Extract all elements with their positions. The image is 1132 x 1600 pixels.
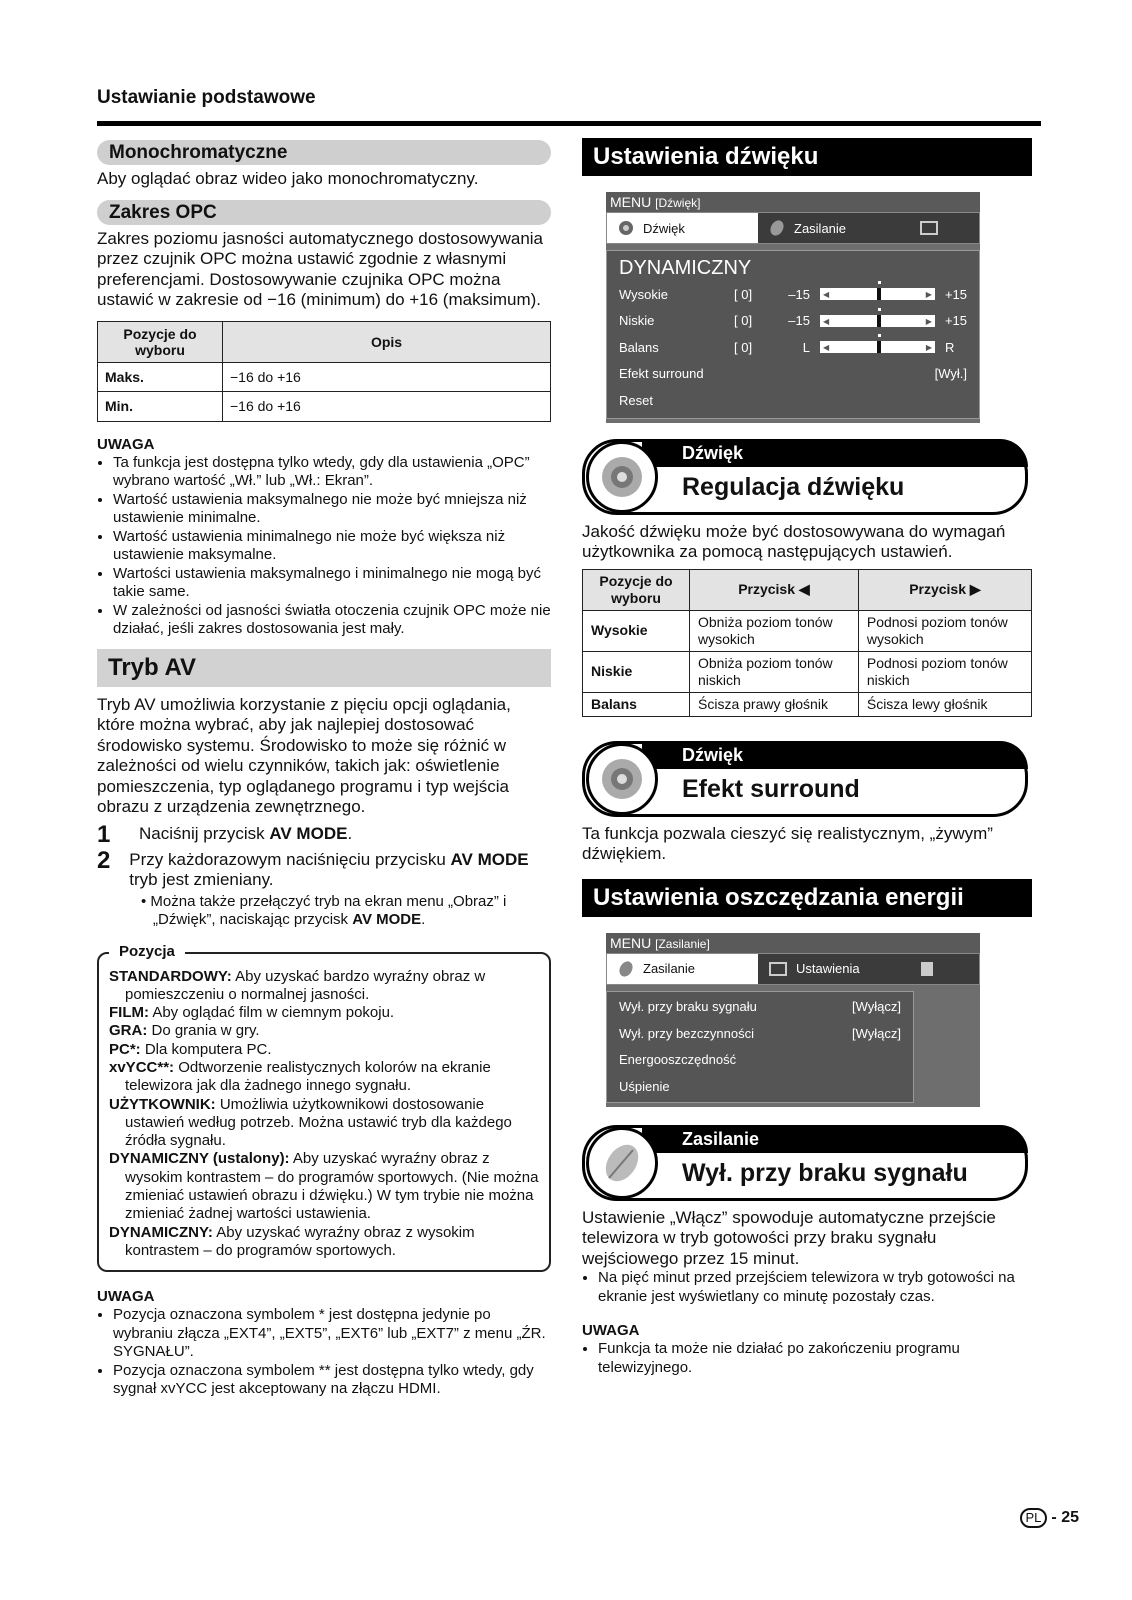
page-number-text: - 25 xyxy=(1051,1509,1079,1526)
opc-col2: Opis xyxy=(223,321,551,362)
col-header: Przycisk ◀ xyxy=(690,569,859,610)
tab-header-regulacja xyxy=(582,439,1032,514)
language-badge: PL xyxy=(1020,1508,1048,1528)
step-2 xyxy=(97,846,551,891)
step-subnote: • Można także przełączyć tryb na ekran menu „Obraz” i „Dźwięk”, naciskając przycisk AV MODE. xyxy=(141,892,507,928)
tab-small-label: Dźwięk xyxy=(642,741,1028,769)
col-header: Przycisk ▶ xyxy=(858,569,1031,610)
pozycja-item: GRA: Do grania w gry. xyxy=(109,1022,260,1040)
list-item: • Wartość ustawienia maksymalnego nie może być mniejsza niż ustawienie minimalne. xyxy=(113,491,551,528)
menu-tab-setup[interactable] xyxy=(909,213,979,243)
table-row: Niskie Obniża poziom tonów niskich Podnosi poziom tonów niskich xyxy=(583,651,1032,692)
menu-tab-power[interactable]: Zasilanie xyxy=(758,213,909,243)
pozycja-item: PC*: Dla komputera PC. xyxy=(109,1040,272,1058)
tab-small-label: Zasilanie xyxy=(642,1125,1028,1153)
leaf-icon xyxy=(586,1127,658,1199)
menu-tab-options[interactable] xyxy=(909,954,979,984)
pozycja-item: FILM: Aby oglądać film w ciemnym pokoju. xyxy=(109,1004,395,1022)
list-item: • Wartości ustawienia maksymalnego i minimalnego nie mogą być takie same. xyxy=(113,565,551,602)
list-item: • Na pięć minut przed przejściem telewizora w tryb gotowości na ekranie jest wyświetlany co minutę pozostały czas. xyxy=(598,1269,1032,1306)
menu-tab-setup[interactable]: Ustawienia xyxy=(758,954,909,984)
regulacja-text: Jakość dźwięku może być dostosowywana do wymagań użytkownika za pomocą następujących ustawień. xyxy=(582,521,1006,561)
list-item: • W zależności od jasności światła otoczenia czujnik OPC może nie działać, jeśli zakres dostosowania jest mały. xyxy=(113,602,551,639)
pozycja-label: Pozycja xyxy=(109,943,185,961)
table-row xyxy=(98,392,551,422)
table-row xyxy=(98,362,551,392)
menu-tabs xyxy=(606,212,980,244)
list-item: • Pozycja oznaczona symbolem * jest dostępna jedynie po wybraniu złącza „EXT4”, „EXT5”, „EXT6” lub „EXT7” z menu „ŹR. SYGNAŁU”. xyxy=(113,1306,551,1362)
tab-header-wyl xyxy=(582,1125,1032,1200)
sound-table xyxy=(582,569,1032,717)
menu-tabs xyxy=(606,953,980,985)
menu-row[interactable]: Wył. przy bezczynności [Wyłącz] xyxy=(619,1025,901,1041)
step-number: 2 xyxy=(97,846,111,874)
tab-small-label: Dźwięk xyxy=(642,439,1028,467)
pozycja-item: STANDARDOWY: Aby uzyskać bardzo wyraźny obraz w pomieszczeniu o normalnej jasności. xyxy=(109,967,486,1003)
menu-row[interactable]: Wył. przy braku sygnału [Wyłącz] xyxy=(619,999,901,1015)
uwaga-list xyxy=(582,1340,1032,1377)
uwaga-heading: UWAGA xyxy=(97,435,155,453)
page-number xyxy=(1020,1508,1079,1528)
menu-top: MENU [Zasilanie] xyxy=(606,933,980,953)
uwaga-list xyxy=(97,1306,551,1399)
pozycja-item: DYNAMICZNY: Aby uzyskać wyraźny obraz z wysokim kontrastem – do programów sportowych. xyxy=(109,1223,475,1259)
energy-band: Ustawienia oszczędzania energii xyxy=(582,879,1032,917)
menu-body xyxy=(606,250,980,419)
list-item: • Funkcja ta może nie działać po zakończeniu programu telewizyjnego. xyxy=(598,1340,1032,1377)
speaker-icon xyxy=(586,743,658,815)
wyl-list xyxy=(582,1269,1032,1306)
mono-heading: Monochromatyczne xyxy=(97,140,551,165)
table-row: Balans Ścisza prawy głośnik Ścisza lewy głośnik xyxy=(583,692,1032,716)
step-text: Naciśnij przycisk AV MODE. xyxy=(139,823,353,843)
menu-row[interactable]: Niskie [ 0] –15 ◀ ▶ +15 xyxy=(619,308,967,335)
step-1 xyxy=(97,820,551,848)
opc-row-desc: −16 do +16 xyxy=(223,392,551,422)
tab-header-surround xyxy=(582,741,1032,816)
right-column xyxy=(582,138,1032,1377)
bass-slider[interactable]: ◀ ▶ xyxy=(820,315,935,327)
menu-row[interactable]: Uśpienie xyxy=(619,1078,670,1094)
trybav-heading: Tryb AV xyxy=(97,649,551,687)
pozycja-box xyxy=(97,942,551,1273)
menu-mode: DYNAMICZNY xyxy=(619,257,752,279)
menu-tab-sound[interactable]: Dźwięk xyxy=(607,213,758,243)
trybav-text: Tryb AV umożliwia korzystanie z pięciu opcji oglądania, które można wybrać, aby jak najlepiej dostosować środowisko systemu. Środowisko to może się różnić w zależności od wielu czynników, takich jak: oświetlenie pomieszczenia, typ oglądanego programu i typ wejścia obrazu z urządzenia zewnętrznego. xyxy=(97,694,511,816)
opc-row-name: Min. xyxy=(98,392,223,422)
opc-col1: Pozycje do wyboru xyxy=(98,321,223,362)
uwaga-list xyxy=(97,454,551,639)
setup-icon xyxy=(768,961,788,977)
table-row: Wysokie Obniża poziom tonów wysokich Podnosi poziom tonów wysokich xyxy=(583,610,1032,651)
opc-text: Zakres poziomu jasności automatycznego dostosowywania przez czujnik OPC można ustawić zgodnie z własnymi preferencjami. Dostosowywanie czujnika OPC można ustawić w zakresie od −16 (minimum) do +16 (maksimum). xyxy=(97,228,544,309)
menu-top: MENU [Dźwięk] xyxy=(606,192,980,212)
pozycja-item: UŻYTKOWNIK: Umożliwia użytkownikowi dostosowanie ustawień według potrzeb. Można ustawić tryb dla każdego źródła sygnału. xyxy=(109,1095,512,1150)
leaf-icon xyxy=(768,219,786,237)
balance-slider[interactable]: ◀ ▶ xyxy=(820,341,935,353)
tab-title: Efekt surround xyxy=(682,774,860,803)
menu-row[interactable]: Energooszczędność xyxy=(619,1052,737,1068)
opc-heading: Zakres OPC xyxy=(97,200,551,225)
step-number: 1 xyxy=(97,820,111,848)
list-item: • Wartość ustawienia minimalnego nie może być większa niż ustawienie maksymalne. xyxy=(113,528,551,565)
menu-row[interactable]: Efekt surround [Wył.] xyxy=(619,366,967,382)
notepad-icon xyxy=(919,960,935,978)
list-item: • Pozycja oznaczona symbolem ** jest dostępna tylko wtedy, gdy sygnał xvYCC jest akceptowany na złączu HDMI. xyxy=(113,1362,551,1399)
left-column xyxy=(97,140,551,1399)
menu-row[interactable]: Wysokie [ 0] –15 ◀ ▶ +15 xyxy=(619,281,967,308)
wyl-text: Ustawienie „Włącz” spowoduje automatyczne przejście telewizora w tryb gotowości przy braku sygnału wejściowego przez 15 minut. xyxy=(582,1207,996,1268)
speaker-icon xyxy=(586,441,658,513)
sound-band: Ustawienia dźwięku xyxy=(582,138,1032,176)
uwaga-heading: UWAGA xyxy=(582,1322,640,1339)
opc-table xyxy=(97,321,551,422)
tab-title: Wył. przy braku sygnału xyxy=(682,1158,968,1187)
setup-icon xyxy=(919,220,939,236)
section-title: Ustawianie podstawowe xyxy=(97,87,316,108)
surround-text: Ta funkcja pozwala cieszyć się realistycznym, „żywym” dźwiękiem. xyxy=(582,823,993,863)
leaf-icon xyxy=(617,960,635,978)
sound-menu-screen xyxy=(606,192,980,423)
power-menu-screen xyxy=(606,933,980,1107)
speaker-icon xyxy=(617,219,635,237)
mono-text: Aby oglądać obraz wideo jako monochromatyczny. xyxy=(97,169,479,188)
uwaga-heading: UWAGA xyxy=(97,1288,155,1306)
menu-row[interactable]: Reset xyxy=(619,392,653,408)
col-header: Pozycje do wyboru xyxy=(583,569,690,610)
opc-row-name: Maks. xyxy=(98,362,223,392)
treble-slider[interactable]: ◀ ▶ xyxy=(820,288,935,300)
pozycja-item: DYNAMICZNY (ustalony): Aby uzyskać wyraźny obraz z wysokim kontrastem – do programów sportowych. (Nie można zmieniać ustawień obrazu i dźwięku.) W tym trybie nie można zmieniać żadnej wartości ustawienia. xyxy=(109,1150,539,1223)
list-item: • Ta funkcja jest dostępna tylko wtedy, gdy dla ustawienia „OPC” wybrano wartość „Wł.” lub „Wł.: Ekran”. xyxy=(113,454,551,491)
header-rule xyxy=(97,121,1041,126)
tab-title: Regulacja dźwięku xyxy=(682,472,905,501)
menu-row[interactable]: Balans [ 0] L ◀ ▶ R xyxy=(619,334,967,361)
menu-body xyxy=(606,991,914,1103)
step-text: Przy każdorazowym naciśnięciu przycisku AV MODE tryb jest zmieniany. xyxy=(129,849,529,889)
pozycja-item: xvYCC**: Odtworzenie realistycznych kolorów na ekranie telewizora jak dla żadnego innego sygnału. xyxy=(109,1058,491,1095)
menu-tab-power[interactable]: Zasilanie xyxy=(607,954,758,984)
opc-row-desc: −16 do +16 xyxy=(223,362,551,392)
